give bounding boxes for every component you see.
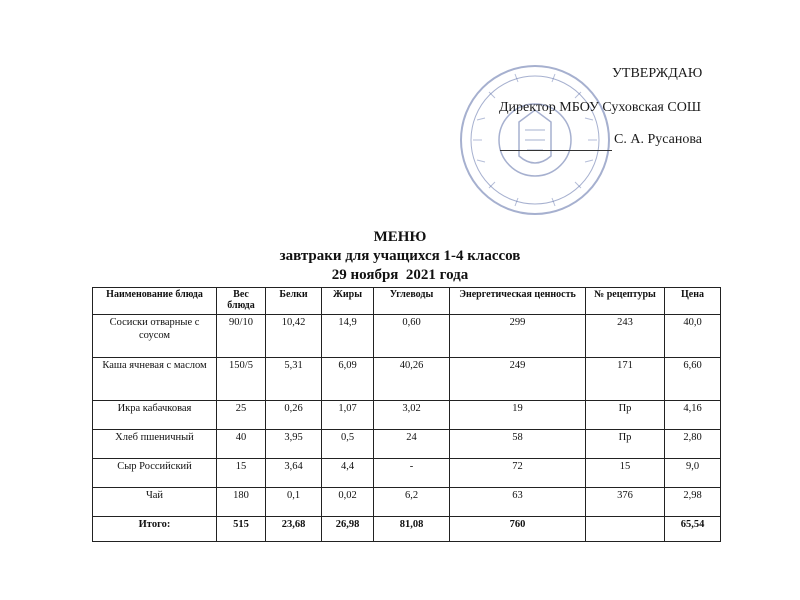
- signature-line: [500, 150, 612, 151]
- cell-fats: 1,07: [322, 401, 374, 430]
- cell-proteins: 0,1: [266, 488, 322, 517]
- approval-name: С. А. Русанова: [614, 132, 702, 147]
- cell-dish-name: Каша ячневая с маслом: [93, 358, 217, 401]
- table-header-row: [93, 288, 721, 315]
- cell-energy: 249: [450, 358, 586, 401]
- approval-title: УТВЕРЖДАЮ: [612, 66, 703, 81]
- header-price: Цена: [665, 288, 721, 315]
- cell-recipe-no: 376: [586, 488, 665, 517]
- cell-weight: 25: [217, 401, 266, 430]
- cell-energy: 19: [450, 401, 586, 430]
- cell-energy: 63: [450, 488, 586, 517]
- total-fats: 26,98: [322, 517, 374, 542]
- cell-recipe-no: Пр: [586, 430, 665, 459]
- total-energy: 760: [450, 517, 586, 542]
- total-weight: 515: [217, 517, 266, 542]
- header-fats: Жиры: [322, 288, 374, 315]
- header-proteins: Белки: [266, 288, 322, 315]
- approval-block: [0, 0, 800, 220]
- cell-price: 6,60: [665, 358, 721, 401]
- menu-table: [92, 287, 721, 542]
- cell-dish-name: Чай: [93, 488, 217, 517]
- cell-proteins: 3,95: [266, 430, 322, 459]
- cell-energy: 58: [450, 430, 586, 459]
- official-stamp-icon: [455, 60, 615, 220]
- cell-carbs: -: [374, 459, 450, 488]
- menu-title: МЕНЮ: [373, 229, 427, 245]
- cell-energy: 299: [450, 315, 586, 358]
- header-dish-name: Наименование блюда: [93, 288, 217, 315]
- table-row: [93, 459, 721, 488]
- header-recipe-no: № рецептуры: [586, 288, 665, 315]
- cell-recipe-no: 15: [586, 459, 665, 488]
- cell-fats: 6,09: [322, 358, 374, 401]
- table-row: [93, 401, 721, 430]
- approval-position: Директор МБОУ Суховская СОШ: [499, 100, 701, 115]
- table-total-row: [93, 517, 721, 542]
- cell-carbs: 24: [374, 430, 450, 459]
- cell-fats: 0,5: [322, 430, 374, 459]
- header-energy: Энергетическая ценность: [450, 288, 586, 315]
- cell-carbs: 40,26: [374, 358, 450, 401]
- header-carbs: Углеводы: [374, 288, 450, 315]
- header-weight: Вес блюда: [217, 288, 266, 315]
- cell-dish-name: Сыр Российский: [93, 459, 217, 488]
- total-price: 65,54: [665, 517, 721, 542]
- cell-price: 2,80: [665, 430, 721, 459]
- total-carbs: 81,08: [374, 517, 450, 542]
- cell-weight: 180: [217, 488, 266, 517]
- cell-recipe-no: Пр: [586, 401, 665, 430]
- cell-price: 40,0: [665, 315, 721, 358]
- cell-dish-name: Сосиски отварные с соусом: [93, 315, 217, 358]
- menu-title-block: [0, 228, 800, 285]
- table-row: [93, 315, 721, 358]
- cell-proteins: 10,42: [266, 315, 322, 358]
- cell-weight: 90/10: [217, 315, 266, 358]
- cell-recipe-no: 243: [586, 315, 665, 358]
- table-row: [93, 488, 721, 517]
- cell-fats: 0,02: [322, 488, 374, 517]
- cell-price: 4,16: [665, 401, 721, 430]
- cell-proteins: 0,26: [266, 401, 322, 430]
- menu-date: 29 ноября 2021 года: [331, 267, 469, 283]
- cell-carbs: 3,02: [374, 401, 450, 430]
- cell-proteins: 3,64: [266, 459, 322, 488]
- total-recipe-no: [586, 517, 665, 542]
- total-proteins: 23,68: [266, 517, 322, 542]
- cell-weight: 15: [217, 459, 266, 488]
- cell-recipe-no: 171: [586, 358, 665, 401]
- cell-dish-name: Хлеб пшеничный: [93, 430, 217, 459]
- total-label: Итого:: [93, 517, 217, 542]
- menu-subtitle: завтраки для учащихся 1-4 классов: [279, 248, 521, 264]
- cell-energy: 72: [450, 459, 586, 488]
- cell-carbs: 6,2: [374, 488, 450, 517]
- cell-fats: 14,9: [322, 315, 374, 358]
- cell-weight: 40: [217, 430, 266, 459]
- table-row: [93, 358, 721, 401]
- cell-weight: 150/5: [217, 358, 266, 401]
- cell-price: 9,0: [665, 459, 721, 488]
- cell-price: 2,98: [665, 488, 721, 517]
- cell-proteins: 5,31: [266, 358, 322, 401]
- table-row: [93, 430, 721, 459]
- cell-fats: 4,4: [322, 459, 374, 488]
- cell-dish-name: Икра кабачковая: [93, 401, 217, 430]
- cell-carbs: 0,60: [374, 315, 450, 358]
